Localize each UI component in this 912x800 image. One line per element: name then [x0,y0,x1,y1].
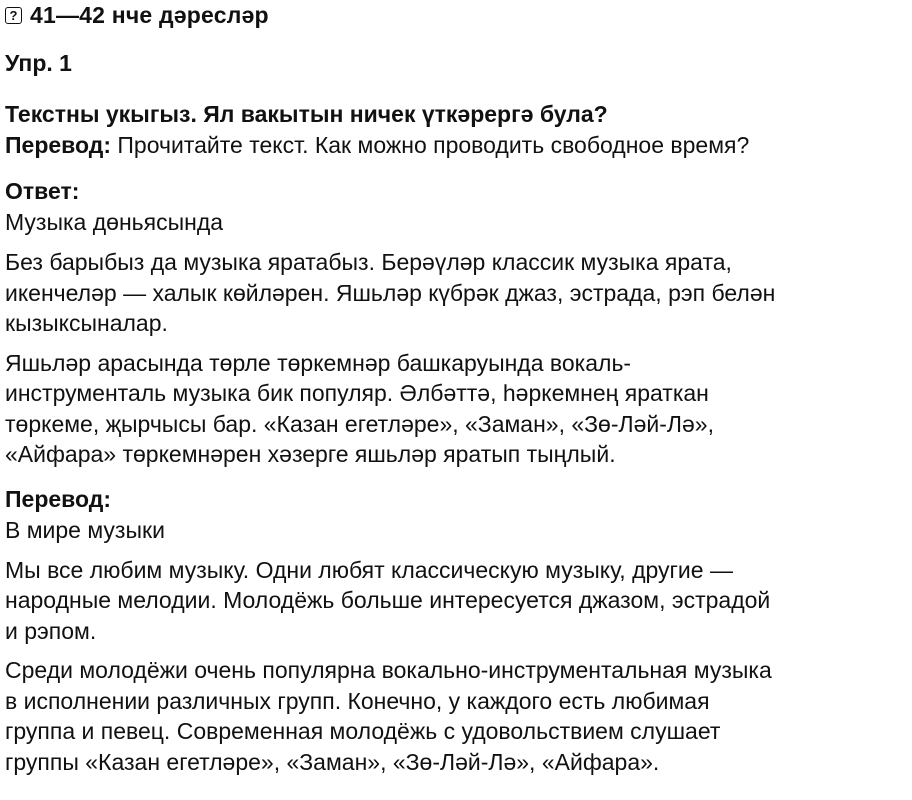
paragraph-line: Без барыбыз да музыка яратабыз. Берәүләр классик музыка ярата, [5,249,732,275]
exercise-task: Текстны укыгыз. Ял вакытын ничек үткәрергә була? [5,101,608,127]
paragraph-line: икенчеләр — халык көйләрен. Яшьләр күбрәк джаз, эстрада, рэп белән [5,279,776,306]
paragraph-line: инструменталь музыка бик популяр. Әлбәттә, һәркемнең яраткан [5,380,709,406]
paragraph-line: Яшьләр арасында төрле төркемнәр башкаруында вокаль- [5,349,632,376]
paragraph-line: и рэпом. [5,617,97,644]
paragraph-line: в исполнении различных групп. Конечно, у каждого есть любимая [5,687,710,714]
question-box-icon[interactable]: ? [5,7,22,24]
answer-paragraph-1 [5,247,912,339]
paragraph-line: Среди молодёжи очень популярна вокально-инструментальная музыка [5,657,772,683]
paragraph-line: группа и певец. Современная молодёжь с удовольствием слушает [5,718,721,744]
task-translation-text: Прочитайте текст. Как можно проводить свободное время? [111,132,750,158]
translation-heading: В мире музыки [5,516,165,543]
lesson-title: 41—42 нче дәресләр [30,1,269,28]
lesson-header [5,0,912,30]
paragraph-line: народные мелодии. Молодёжь больше интересуется джазом, эстрадой [5,587,771,613]
translation-paragraph-2 [5,655,912,777]
paragraph-line: «Айфара» төркемнәрен хәзерге яшьләр яратып тыңлый. [5,441,616,467]
answer-heading: Музыка дөньясында [5,209,224,235]
exercise-label: Упр. 1 [5,50,72,76]
translation-label: Перевод: [5,485,112,512]
task-translation [5,130,912,161]
translation-paragraph-1 [5,555,912,647]
paragraph-line: группы «Казан егетләре», «Заман», «Зө-Ләй-Лә», «Айфара». [5,748,660,775]
task-translation-label: Перевод: [5,132,112,158]
answer-label: Ответ: [5,178,80,204]
paragraph-line: кызыксыналар. [5,310,168,336]
answer-paragraph-2 [5,348,912,470]
paragraph-line: төркеме, җырчысы бар. «Казан егетләре», «Заман», «Зө-Ләй-Лә», [5,410,714,437]
paragraph-line: Мы все любим музыку. Одни любят классическую музыку, другие — [5,556,733,583]
